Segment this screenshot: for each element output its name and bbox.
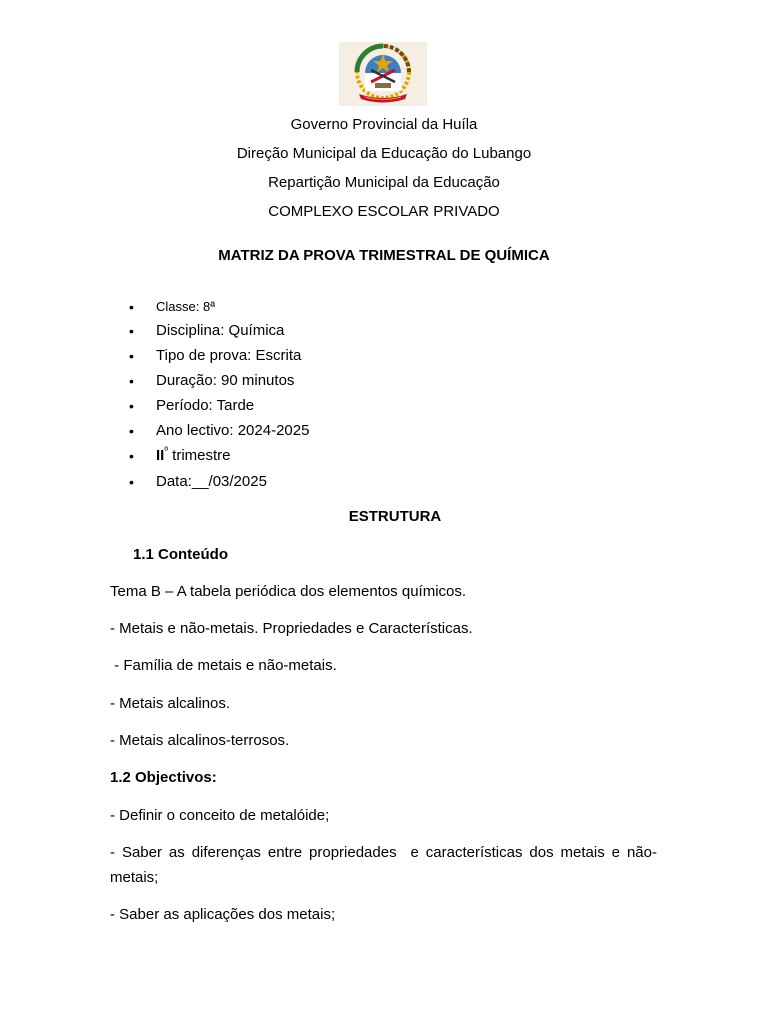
objectivos-heading: 1.2 Objectivos: [110, 769, 217, 786]
objectivo-item: - Saber as diferenças entre propriedades e características dos metais e não-metais; [110, 844, 657, 886]
bullet-icon: • [129, 474, 134, 490]
document-page: Governo Provincial da Huíla Direção Municipal da Educação do Lubango Repartição Municipal da Educação COMPLEXO ESCOLAR PRIVADO MATRIZ DA PROVA TRIMESTRAL DE QUÍMICA • Classe: 8ª • Disciplina: Química • Tipo de prova: Escrita • Duração: 90 minutos • Período: Tarde • Ano lectivo: 2024-2025 • $II^º$ trimestre • Data:__/03/2025 ESTRUTURA 1.1 Conteúdo Tema B – A tabela periódica dos elementos químicos. - Metais e não-metais. Propriedades e Características. - Família de metais e não-metais. - Metais alcalinos. - Metais alcalinos-terrosos. 1.2 Objectivos: - Definir o conceito de metalóide; - Saber as diferenças entre propriedades e características dos metais e não-metais; - Saber as aplicações dos metais; [0, 0, 768, 1024]
header-line-governo: Governo Provincial da Huíla [290, 116, 478, 133]
estrutura-heading: ESTRUTURA [348, 508, 442, 525]
bullet-icon: • [129, 323, 134, 339]
conteudo-item: Tema B – A tabela periódica dos elementos químicos. [110, 583, 467, 600]
bullet-icon: • [129, 373, 134, 389]
objectivo-item: - Saber as aplicações dos metais; [110, 906, 336, 923]
conteudo-item: - Família de metais e não-metais. [110, 657, 337, 674]
header-line-complexo: COMPLEXO ESCOLAR PRIVADO [268, 203, 500, 220]
bullet-icon: • [129, 448, 134, 464]
conteudo-heading: 1.1 Conteúdo [133, 546, 229, 563]
header-line-reparticao: Repartição Municipal da Educação [268, 174, 500, 191]
document-title: MATRIZ DA PROVA TRIMESTRAL DE QUÍMICA [218, 247, 550, 264]
angola-coat-of-arms-icon [339, 42, 427, 106]
header-line-direcao: Direção Municipal da Educação do Lubango [236, 145, 532, 162]
conteudo-item: - Metais alcalinos-terrosos. [110, 732, 290, 749]
conteudo-item: - Metais e não-metais. Propriedades e Características. [110, 620, 473, 637]
bullet-icon: • [129, 398, 134, 414]
bullet-icon: • [129, 299, 134, 315]
objectivo-item: - Definir o conceito de metalóide; [110, 807, 330, 824]
bullet-icon: • [129, 423, 134, 439]
bullet-icon: • [129, 348, 134, 364]
conteudo-item: - Metais alcalinos. [110, 695, 231, 712]
